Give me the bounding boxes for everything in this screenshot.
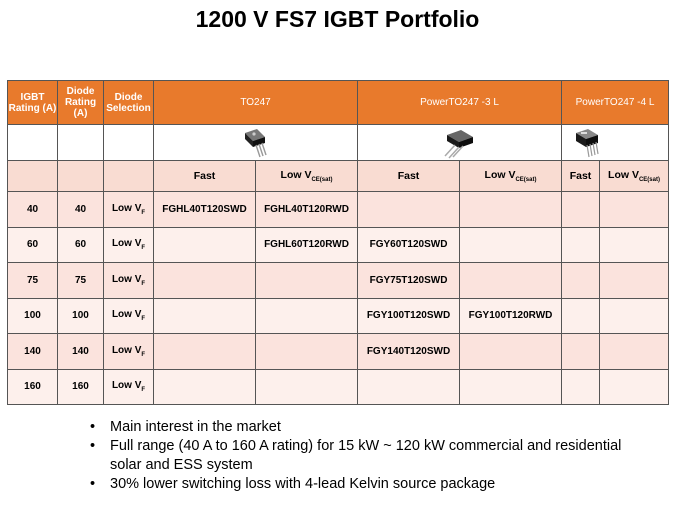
table-row xyxy=(8,334,669,370)
power-to247-4l-package-icon xyxy=(572,127,602,159)
header-package-to247: TO247 xyxy=(154,81,358,125)
part-cell xyxy=(562,334,600,370)
subheader-to247-fast: Fast xyxy=(154,161,256,192)
diode-selection-cell: Low $V_F$ xyxy=(104,192,154,228)
part-cell xyxy=(256,369,358,405)
table-row xyxy=(8,192,669,228)
diode-rating-cell: 100 xyxy=(58,298,104,334)
diode-rating-cell: 160 xyxy=(58,369,104,405)
package-image-row xyxy=(8,125,669,161)
part-cell: FGHL40T120RWD xyxy=(256,192,358,228)
empty-cell xyxy=(104,161,154,192)
to247-package-cell xyxy=(154,125,358,161)
part-cell xyxy=(562,298,600,334)
part-cell: FGHL60T120RWD xyxy=(256,227,358,263)
diode-selection-cell: Low $V_F$ xyxy=(104,298,154,334)
part-cell xyxy=(460,227,562,263)
part-cell xyxy=(358,192,460,228)
diode-selection-cell: Low $V_F$ xyxy=(104,334,154,370)
diode-rating-cell: 140 xyxy=(58,334,104,370)
part-cell: FGY100T120RWD xyxy=(460,298,562,334)
table-row xyxy=(8,369,669,405)
part-cell xyxy=(154,227,256,263)
empty-cell xyxy=(8,161,58,192)
part-cell: FGY75T120SWD xyxy=(358,263,460,299)
power-to247-3l-package-icon xyxy=(435,127,485,159)
part-cell: FGY100T120SWD xyxy=(358,298,460,334)
header-diode-selection: Diode Selection xyxy=(104,81,154,125)
table-row xyxy=(8,227,669,263)
bullet-item: • 30% lower switching loss with 4-lead Kelvin source package xyxy=(88,475,648,494)
part-cell xyxy=(154,263,256,299)
header-diode-rating: Diode Rating (A) xyxy=(58,81,104,125)
empty-cell xyxy=(58,161,104,192)
part-cell xyxy=(460,369,562,405)
subheader-power4-low-vce: Low $V_{CE(sat)}$ xyxy=(600,161,669,192)
empty-cell xyxy=(104,125,154,161)
part-cell xyxy=(562,263,600,299)
diode-rating-cell: 75 xyxy=(58,263,104,299)
igbt-rating-cell: 100 xyxy=(8,298,58,334)
igbt-rating-cell: 160 xyxy=(8,369,58,405)
part-cell xyxy=(600,298,669,334)
bullet-item: • Full range (40 A to 160 A rating) for 15 kW ~ 120 kW commercial and residential solar and ESS system xyxy=(88,437,648,475)
igbt-rating-cell: 60 xyxy=(8,227,58,263)
table-row xyxy=(8,263,669,299)
to247-package-icon xyxy=(239,127,273,159)
header-package-power-to247-3l: PowerTO247 -3 L xyxy=(358,81,562,125)
part-cell xyxy=(600,192,669,228)
part-cell xyxy=(256,334,358,370)
subheader-power4-fast: Fast xyxy=(562,161,600,192)
diode-selection-cell: Low $V_F$ xyxy=(104,369,154,405)
igbt-rating-cell: 140 xyxy=(8,334,58,370)
diode-rating-cell: 60 xyxy=(58,227,104,263)
diode-rating-cell: 40 xyxy=(58,192,104,228)
table-header-row xyxy=(8,81,669,125)
igbt-portfolio-table xyxy=(7,80,669,405)
part-cell xyxy=(600,263,669,299)
part-cell xyxy=(600,369,669,405)
page-title: 1200 V FS7 IGBT Portfolio xyxy=(195,6,480,32)
part-cell xyxy=(154,334,256,370)
power-to247-3l-package-cell xyxy=(358,125,562,161)
part-cell: FGHL40T120SWD xyxy=(154,192,256,228)
part-cell xyxy=(600,334,669,370)
part-cell xyxy=(256,263,358,299)
header-package-power-to247-4l: PowerTO247 -4 L xyxy=(562,81,669,125)
part-cell xyxy=(562,369,600,405)
part-cell xyxy=(256,298,358,334)
power-to247-4l-package-cell xyxy=(562,125,669,161)
part-cell: FGY60T120SWD xyxy=(358,227,460,263)
empty-cell xyxy=(58,125,104,161)
diode-selection-cell: Low $V_F$ xyxy=(104,263,154,299)
bullet-list xyxy=(88,418,648,494)
igbt-rating-cell: 75 xyxy=(8,263,58,299)
subheader-power3-fast: Fast xyxy=(358,161,460,192)
subheader-to247-low-vce: Low $V_{CE(sat)}$ xyxy=(256,161,358,192)
part-cell xyxy=(460,192,562,228)
header-igbt-rating: IGBT Rating (A) xyxy=(8,81,58,125)
part-cell xyxy=(154,369,256,405)
bullet-item: • Main interest in the market xyxy=(88,418,648,437)
part-cell xyxy=(600,227,669,263)
diode-selection-cell: Low $V_F$ xyxy=(104,227,154,263)
empty-cell xyxy=(8,125,58,161)
part-cell: FGY140T120SWD xyxy=(358,334,460,370)
part-cell xyxy=(460,263,562,299)
igbt-rating-cell: 40 xyxy=(8,192,58,228)
subheader-row xyxy=(8,161,669,192)
part-cell xyxy=(358,369,460,405)
part-cell xyxy=(460,334,562,370)
part-cell xyxy=(154,298,256,334)
part-cell xyxy=(562,192,600,228)
part-cell xyxy=(562,227,600,263)
subheader-power3-low-vce: Low $V_{CE(sat)}$ xyxy=(460,161,562,192)
table-row xyxy=(8,298,669,334)
